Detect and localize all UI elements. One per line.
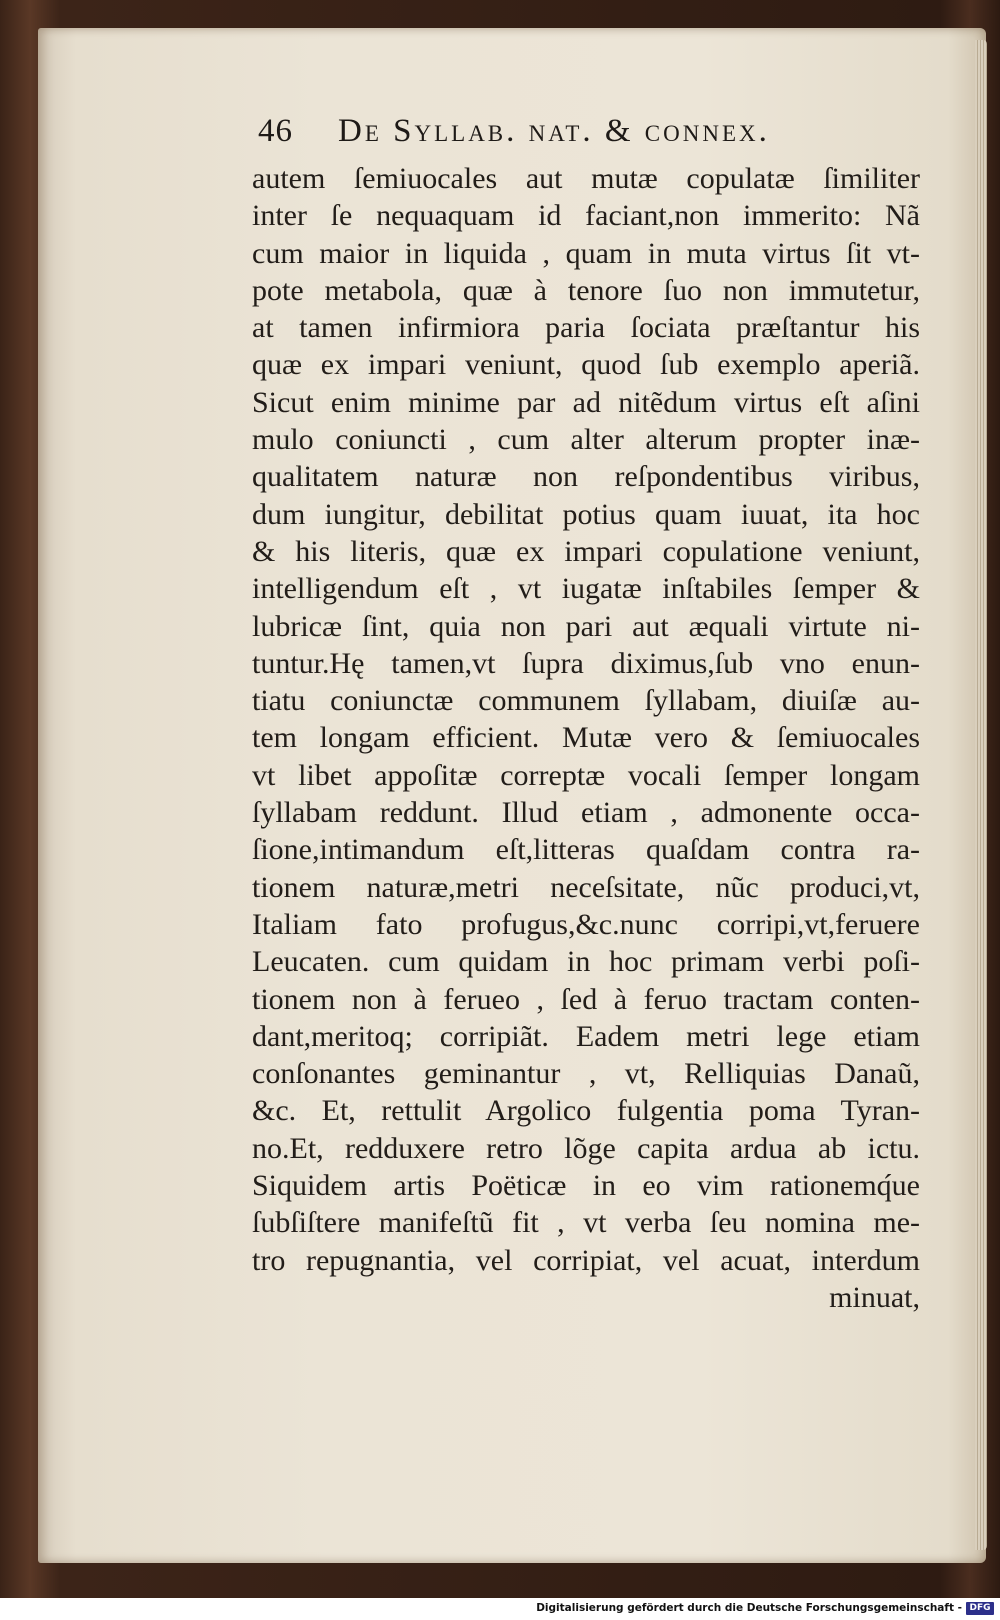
text-line: inter ſe nequaquam id faciant,non immerito: Nã (252, 199, 920, 233)
text-line: dum iungitur, debilitat potius quam iuuat, ita hoc (252, 497, 920, 531)
text-line: ſyllabam reddunt. Illud etiam , admonente occa- (252, 796, 920, 830)
text-line: vt libet appoſitæ correptæ vocali ſemper longam (252, 758, 920, 792)
page-number: 46 (258, 113, 293, 149)
text-line: tem longam efficient. Mutæ vero & ſemiuocales (252, 721, 920, 755)
dfg-logo-icon: DFG (966, 1602, 994, 1615)
text-line: tionem naturæ,metri neceſsitate, nũc produci,vt, (252, 870, 920, 904)
text-line: intelligendum eſt , vt iugatæ inſtabiles ſemper & (252, 572, 920, 606)
text-line: dant,meritoq; corripiãt. Eadem metri lege etiam (252, 1019, 920, 1053)
text-line: at tamen infirmiora paria ſociata præſtantur his (252, 311, 920, 345)
text-line: mulo coniuncti , cum alter alterum propter inæ- (252, 423, 920, 457)
funding-credit: Digitalisierung gefördert durch die Deutsche Forschungsgemeinschaft - (536, 1602, 962, 1614)
digitization-footer (0, 1598, 1000, 1620)
body-text (252, 160, 920, 1316)
text-line: no.Et, redduxere retro lõge capita ardua ab ictu. (252, 1131, 920, 1165)
text-line: Siquidem artis Poëticæ in eo vim rationemq́ue (252, 1169, 920, 1203)
text-line: & his literis, quæ ex impari copulatione veniunt, (252, 534, 920, 568)
text-line: conſonantes geminantur , vt, Relliquias Danaũ, (252, 1057, 920, 1091)
text-line: quæ ex impari veniunt, quod ſub exemplo aperiã. (252, 348, 920, 382)
text-line: tiatu coniunctæ communem ſyllabam, diuiſæ au- (252, 684, 920, 718)
text-line: qualitatem naturæ non reſpondentibus viribus, (252, 460, 920, 494)
text-line: autem ſemiuocales aut mutæ copulatæ ſimiliter (252, 162, 920, 195)
text-line: Leucaten. cum quidam in hoc primam verbi poſi- (252, 945, 920, 979)
text-line: cum maior in liquida , quam in muta virtus ſit vt- (252, 236, 920, 270)
text-line: ſubſiſtere manifeſtũ fit , vt verba ſeu nomina me- (252, 1206, 920, 1240)
text-line: Italiam fato profugus,&c.nunc corripi,vt,feruere (252, 907, 920, 941)
running-head (258, 113, 938, 157)
text-line: tuntur.Hę tamen,vt ſupra diximus,ſub vno enun- (252, 646, 920, 680)
text-line: tro repugnantia, vel corripiat, vel acuat, interdum (252, 1243, 920, 1277)
text-line: pote metabola, quæ à tenore ſuo non immutetur, (252, 273, 920, 307)
running-title: De Syllab. nat. & connex. (338, 113, 770, 149)
text-line: Sicut enim minime par ad nitẽdum virtus eſt aſini (252, 385, 920, 419)
text-line: tionem non à ferueo , ſed à feruo tractam conten- (252, 982, 920, 1016)
text-line: &c. Et, rettulit Argolico fulgentia poma Tyran- (252, 1094, 920, 1128)
page-edges (975, 40, 987, 1550)
text-line: ſione,intimandum eſt,litteras quaſdam contra ra- (252, 833, 920, 867)
text-line: lubricæ ſint, quia non pari aut æquali virtute ni- (252, 609, 920, 643)
catchword: minuat, (829, 1280, 920, 1314)
